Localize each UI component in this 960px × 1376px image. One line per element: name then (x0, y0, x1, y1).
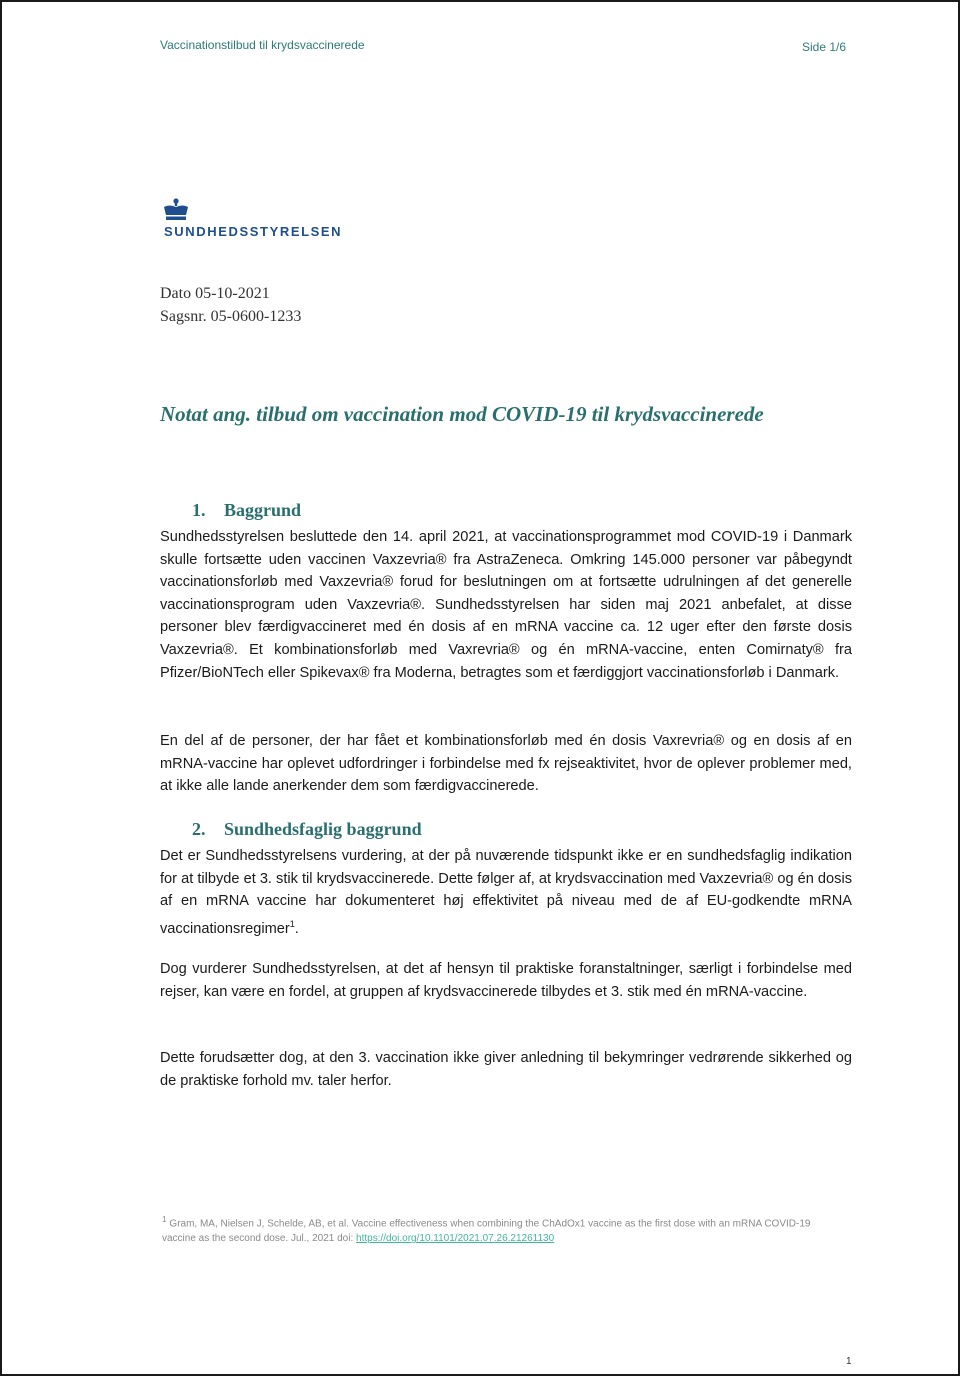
section-number: 1. (192, 500, 206, 520)
sentence-period: . (294, 920, 299, 937)
sundhedsstyrelsen-logo (162, 198, 343, 239)
running-header-title: Vaccinationstilbud til krydsvaccinerede (160, 38, 365, 52)
paragraph: Dog vurderer Sundhedsstyrelsen, at det af hensyn til praktiske foranstaltninger, særligt i forbindelse med rejser, kan være en fordel, at gruppen af krydsvaccinerede tilbydes et 3. stik med én mRNA-vaccine. (160, 961, 852, 1000)
section-heading-background (192, 500, 301, 521)
footnote-marker: 1 (162, 1214, 167, 1224)
footnote-doi-link[interactable]: https://doi.org/10.1101/2021.07.26.21261130 (356, 1233, 555, 1245)
paragraph: Sundhedsstyrelsen besluttede den 14. april 2021, at vaccinationsprogrammet mod COVID-19 i Danmark skulle fortsætte uden vaccinen Vaxzevria® fra AstraZeneca. Omkring 145.000 personer var påbegyndt vaccinationsforløb med Vaxzevria® forud for beslutningen om at fortsætte udrulningen af det generelle vaccinationsprogram uden Vaxzevria®. Sundhedsstyrelsen har siden maj 2021 anbefalet, at disse personer blev færdigvaccineret med én dosis af en mRNA vaccine ca. 12 uger efter den første dosis Vaxzevria®. Et kombinationsforløb med Vaxrevria® og én mRNA-vaccine, enten Comirnaty® fra Pfizer/BioNTech eller Spikevax® fra Moderna, betragtes som et færdiggjort vaccinationsforløb i Danmark. (160, 529, 852, 681)
section-number: 2. (192, 819, 206, 839)
footnote-reference[interactable]: 1 (289, 918, 295, 929)
case-number: Sagsnr. 05-0600-1233 (160, 308, 302, 325)
document-date: Dato 05-10-2021 (160, 285, 270, 302)
running-header-page: Side 1/6 (802, 40, 847, 54)
footnote (162, 1212, 842, 1246)
section-title: Sundhedsfaglig baggrund (224, 819, 422, 839)
paragraph: Dette forudsætter dog, at den 3. vaccination ikke giver anledning til bekymringer vedrørende sikkerhed og de praktiske forhold mv. taler herfor. (160, 1050, 852, 1089)
section-heading-health-background (192, 819, 422, 840)
paragraph-with-footnote (160, 845, 852, 940)
logo-wordmark: SUNDHEDSSTYRELSEN (164, 224, 343, 239)
page-number: 1 (846, 1356, 852, 1367)
paragraph: En del af de personer, der har fået et kombinationsforløb med én dosis Vaxrevria® og en dosis af en mRNA-vaccine har oplevet udfordringer i forbindelse med fx rejseaktivitet, hvor de oplever problemer med, at ikke alle lande anerkender dem som færdigvaccinerede. (160, 733, 852, 795)
document-meta (160, 282, 301, 328)
footnote-text: Gram, MA, Nielsen J, Schelde, AB, et al. Vaccine effectiveness when combining the ChAdOx1 vaccine as the first dose with an mRNA COVID-19 vaccine as the second dose. Jul., 2021 doi: (162, 1218, 811, 1245)
section-title: Baggrund (224, 500, 302, 520)
paragraph-text: Det er Sundhedsstyrelsens vurdering, at der på nuværende tidspunkt ikke er en sundhedsfaglig indikation for at tilbyde et 3. stik til krydsvaccinerede. Dette følger af, at krydsvaccination med Vaxzevria® og én dosis af en mRNA vaccine har dokumenteret høj effektivitet på niveau med de af EU-godkendte mRNA vaccinationsregimer (160, 848, 852, 937)
crown-icon (162, 198, 190, 222)
document-title: Notat ang. tilbud om vaccination mod COVID-19 til krydsvaccinerede (160, 402, 764, 426)
